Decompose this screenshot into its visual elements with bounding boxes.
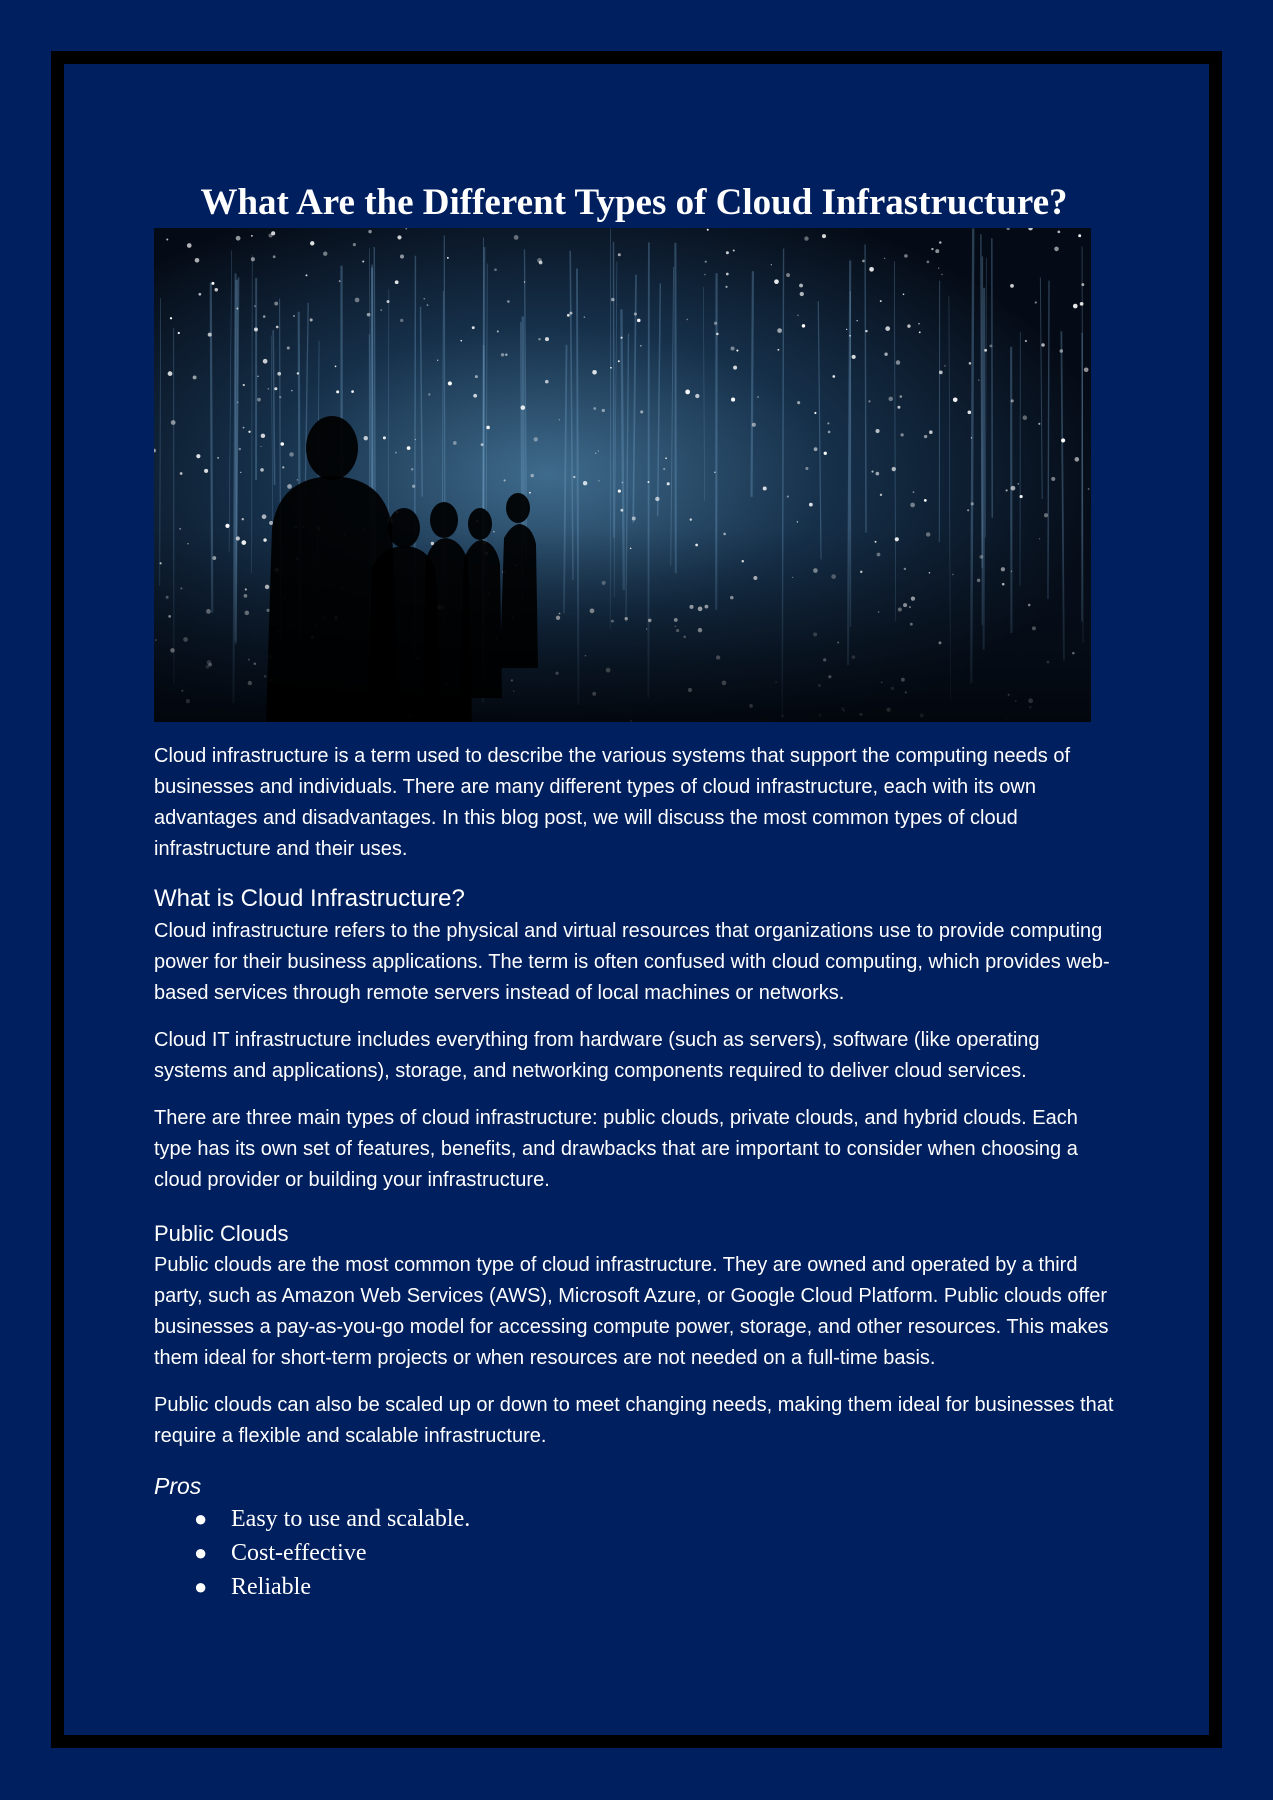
- list-item: ● Reliable: [154, 1570, 1114, 1604]
- list-item: ● Easy to use and scalable.: [154, 1502, 1114, 1536]
- intro-block: [154, 741, 1114, 865]
- paragraph: There are three main types of cloud infrastructure: public clouds, private clouds, and hybrid clouds. Each type has its own set of features, benefits, and drawbacks that are important to consider when choosing a cloud provider or building your infrastructure.: [154, 1107, 1078, 1191]
- section-heading-public-clouds: Public Clouds: [154, 1221, 289, 1246]
- paragraph: Public clouds can also be scaled up or down to meet changing needs, making them ideal for businesses that require a flexible and scalable infrastructure.: [154, 1394, 1114, 1447]
- pros-label: Pros: [154, 1473, 202, 1499]
- section-public-clouds: [154, 1218, 1114, 1604]
- pros-list: [154, 1502, 1114, 1604]
- paragraph: Cloud infrastructure refers to the physical and virtual resources that organizations use to provide computing power for their business applications. The term is often confused with cloud computing, which provides web-based services through remote servers instead of local machines or networks.: [154, 920, 1110, 1004]
- bullet-icon: ●: [194, 1574, 208, 1599]
- section-what-is: [154, 882, 1114, 1196]
- bullet-icon: ●: [194, 1540, 208, 1565]
- hero-image: [154, 228, 1091, 722]
- bullet-icon: ●: [194, 1506, 208, 1531]
- intro-paragraph: Cloud infrastructure is a term used to describe the various systems that support the computing needs of businesses and individuals. There are many different types of cloud infrastructure, each with its own advantages and disadvantages. In this blog post, we will discuss the most common types of cloud infrastructure and their uses.: [154, 745, 1071, 860]
- paragraph: Cloud IT infrastructure includes everything from hardware (such as servers), software (like operating systems and applications), storage, and networking components required to deliver cloud services.: [154, 1029, 1040, 1082]
- list-item: ● Cost-effective: [154, 1536, 1114, 1570]
- page-title: What Are the Different Types of Cloud Infrastructure?: [200, 182, 1068, 223]
- paragraph: Public clouds are the most common type of cloud infrastructure. They are owned and operated by a third party, such as Amazon Web Services (AWS), Microsoft Azure, or Google Cloud Platform. Public clouds offer businesses a pay-as-you-go model for accessing compute power, storage, and other resources. This makes them ideal for short-term projects or when resources are not needed on a full-time basis.: [154, 1254, 1109, 1369]
- section-heading-what-is: What is Cloud Infrastructure?: [154, 885, 465, 912]
